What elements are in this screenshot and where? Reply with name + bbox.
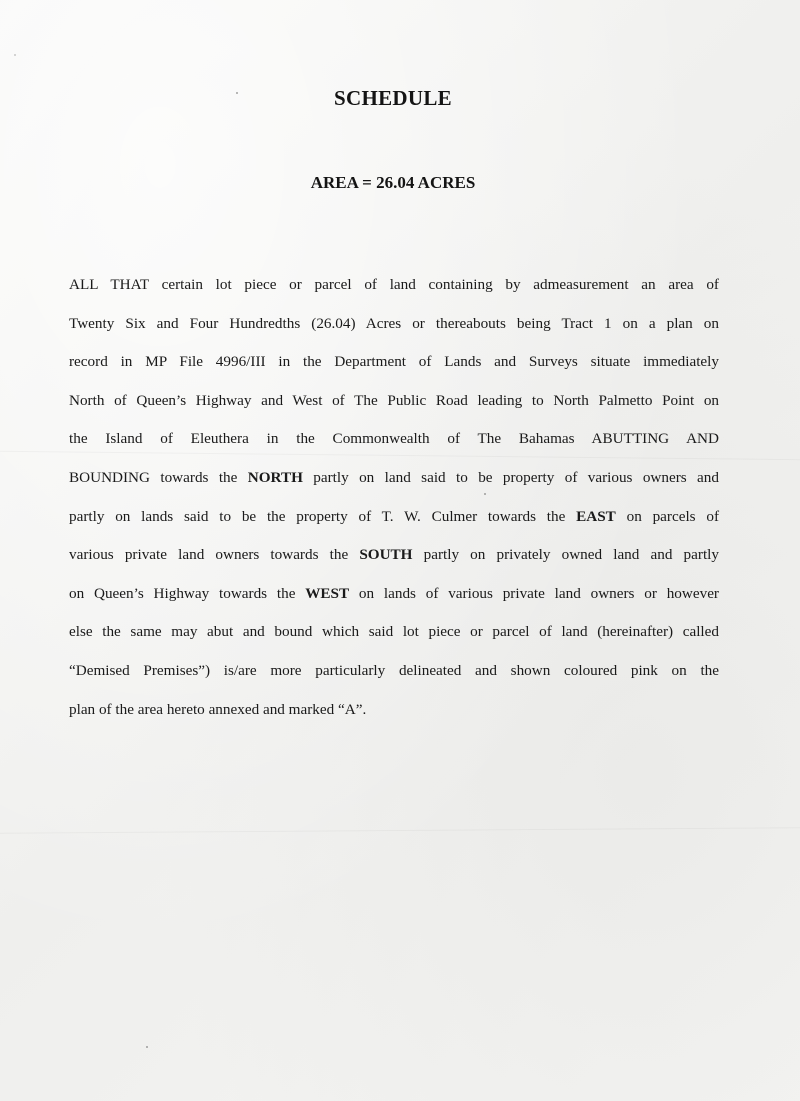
- direction-east: EAST: [576, 507, 616, 525]
- line-text: on Queen’s Highway towards the: [69, 584, 306, 602]
- area-heading: AREA = 26.04 ACRES: [310, 173, 476, 192]
- direction-west: WEST: [305, 584, 350, 602]
- paragraph-line: [69, 459, 719, 498]
- line-text: Twenty Six and Four Hundredths (26.04) Acres or thereabouts being Tract 1 on a plan on: [69, 314, 719, 332]
- paragraph-line: [69, 536, 719, 575]
- line-text: BOUNDING towards the: [69, 468, 248, 486]
- line-text: record in MP File 4996/III in the Department of Lands and Surveys situate immediately: [69, 353, 719, 371]
- paragraph-line: [69, 652, 719, 691]
- paragraph-line: [69, 382, 719, 421]
- document-title: SCHEDULE: [334, 86, 452, 110]
- line-text: the Island of Eleuthera in the Commonwealth of The Bahamas ABUTTING AND: [69, 430, 719, 448]
- line-text: plan of the area hereto annexed and marked “A”.: [69, 700, 367, 718]
- paragraph-line: [69, 575, 719, 614]
- paper-crease: [0, 827, 800, 834]
- line-text: partly on land said to be property of various owners and: [302, 468, 719, 486]
- direction-north: NORTH: [247, 468, 303, 486]
- paragraph-line: [69, 343, 719, 382]
- paragraph-line: [69, 613, 719, 652]
- line-text: North of Queen’s Highway and West of The Public Road leading to North Palmetto Point on: [69, 391, 719, 409]
- paragraph-line: [69, 420, 719, 459]
- line-text: “Demised Premises”) is/are more particularly delineated and shown coloured pink on the: [69, 661, 719, 679]
- paragraph-line: [69, 305, 719, 344]
- line-text: ALL THAT certain lot piece or parcel of land containing by admeasurement an area of: [69, 276, 719, 293]
- direction-south: SOUTH: [359, 546, 413, 564]
- paragraph-line: [69, 266, 719, 305]
- line-text: on parcels of: [615, 507, 719, 525]
- paper-speck: [146, 1046, 148, 1048]
- paragraph-line: [69, 498, 719, 537]
- schedule-paragraph: [69, 266, 719, 729]
- paper-speck: [14, 54, 16, 56]
- line-text: various private land owners towards the: [69, 546, 360, 564]
- paragraph-line: [69, 691, 719, 730]
- line-text: partly on lands said to be the property of T. W. Culmer towards the: [69, 507, 577, 525]
- line-text: else the same may abut and bound which said lot piece or parcel of land (hereinafter) called: [69, 623, 719, 641]
- line-text: on lands of various private land owners or however: [349, 584, 719, 602]
- line-text: partly on privately owned land and partly: [412, 546, 719, 564]
